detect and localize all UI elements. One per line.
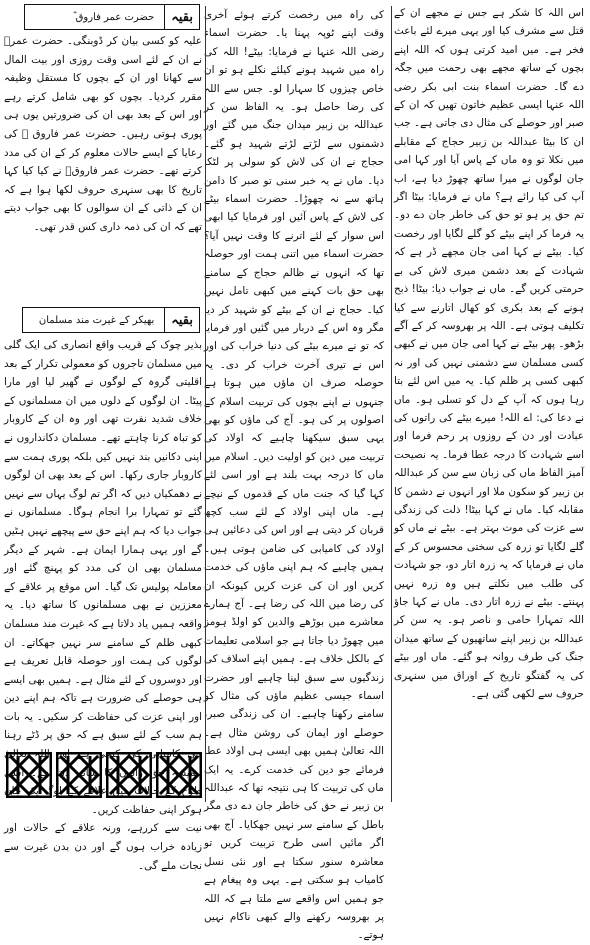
column-divider-left [205, 6, 206, 802]
continuation-title: بھیکر کے غیرت مند مسلمان [38, 314, 155, 326]
ornament-tile-icon [6, 752, 52, 798]
decorative-ornament [6, 752, 202, 798]
middle-column [204, 2, 384, 945]
continuation-box-umar [24, 4, 200, 30]
ornament-tile-icon [56, 752, 102, 798]
right-column [394, 0, 584, 703]
continuation-box-bhakkar [22, 307, 200, 333]
continuation-label: بقیہ [164, 308, 199, 332]
ornament-tile-icon [156, 752, 202, 798]
bhakkar-article-tail: نیت سے کررہے، ورنہ علاقے کے حالات اور زیادہ خراب ہوں گے اور دن بدن غیرت سے نجات ملے گی۔ [4, 822, 202, 872]
umar-article-text [4, 32, 202, 237]
continuation-label: بقیہ [164, 5, 199, 29]
ornament-tile-icon [106, 752, 152, 798]
continuation-title: حضرت عمر فاروق ؓ [73, 11, 155, 23]
umar-article-paragraph: علیہ کو کسی بیان کر ڈوبنگی۔ حضرت عمرؓ نے ان کے لئے اسی وقت روزی اور بیت المال سے کھانا اور ان کے بچوں کا مستقل وظیفہ مقرر کردیا۔ بچوں کو بھی شامل کرتے رہے اور اس کے بعد بھی ان کی ضرورتیں یوں ہی پوری ہوتی رہیں۔ حضرت عمر فاروق ؓ کی رعایا کے ایسے حالات معلوم کر کے ان کی مدد کرتے تھے۔ حضرت عمر فاروقؓ نے کیا کیا کہا تاریخ کا بھی سنہری حروف لکھا ہوا ہے کہ ان کے ذاتی کے ان سوالوں کا بھی جواب دیتے تھے کہ ان کی ذمہ داری کس قدر تھی۔ [4, 35, 202, 233]
column-divider-right [391, 6, 392, 802]
middle-column-text: کی راہ میں رخصت کرتے ہوئے آخری وقت اپنے ٹوپہ پہنا یا۔ حضرت اسماء رضی اللہ عنہا نے فرمایا: بیٹے! اللہ کی راہ میں شہید ہونے کیلئے نکلے ہو تو ان خاص چیزوں کا سہارا لو۔ جس سے اللہ کی رضا حاصل ہو۔ یہ الفاظ سن کر عبداللہ بن زبیر میدان جنگ میں گئے اور دشمنوں سے لڑتے لڑتے شہید ہو گئے۔ حجاج نے ان کی لاش کو سولی پر لٹکا دیا۔ ماں نے یہ خبر سنی تو صبر کا دامن ہاتھ سے نہ چھوڑا۔ حضرت اسماء بیٹے کی لاش کے پاس آئیں اور فرمایا کیا ابھی اس سوار کے لئے اترنے کا وقت نہیں آیا؟ حضرت اسماء میں اتنی ہمت اور حوصلہ تھا کہ انہوں نے ظالم حجاج کے سامنے بھی حق بات کہنے میں کبھی تامل نہیں کیا۔ حجاج نے ان کے بیٹے کو شہید کر دیا مگر وہ اس کے دربار میں گئیں اور فرمایا کہ تو نے میرے بیٹے کی دنیا خراب کی اور اس نے تیری آخرت خراب کر دی۔ یہ حوصلہ صرف ان ماؤں میں ہوتا ہے جنہوں نے اپنے بچوں کی تربیت اسلام کے اصولوں پر کی ہو۔ آج کی ماؤں کو بھی یہی سبق سیکھنا چاہیے کہ اولاد کی تربیت میں دین کو اولیت دیں۔ اسلام میں ماں کا درجہ بہت بلند ہے اور اسی لئے کہا گیا کہ جنت ماں کے قدموں کے نیچے ہے۔ ماں اپنی اولاد کے لئے سب کچھ قربان کر دیتی ہے اور اس کی دعائیں ہی اولاد کی کامیابی کی ضامن ہوتی ہیں۔ ہمیں چاہیے کہ ہم اپنی ماؤں کی خدمت کریں اور ان کی عزت کریں کیونکہ ان کی رضا میں اللہ کی رضا ہے۔ آج ہمارے معاشرے میں بوڑھے والدین کو اولڈ ہومز میں چھوڑ دیا جاتا ہے جو اسلامی تعلیمات کے بالکل خلاف ہے۔ ہمیں اپنے اسلاف کی زندگیوں سے سبق لینا چاہیے اور حضرت اسماء جیسی عظیم ماؤں کی مثال کو سامنے رکھنا چاہیے۔ ان کی زندگی صبر، حوصلے اور ایمان کی روشن مثال ہے۔ اللہ تعالیٰ ہمیں بھی ایسی ہی اولاد عطا فرمائے جو دین کی خدمت کرے۔ یہ ایک ماں کی تربیت کا ہی نتیجہ تھا کہ عبداللہ بن زبیر نے حق کی خاطر جان دے دی مگر باطل کے سامنے سر نہیں جھکایا۔ آج بھی اگر مائیں اسی طرح تربیت کریں تو معاشرہ سنور سکتا ہے اور نئی نسل کامیاب ہو سکتی ہے۔ یہی وہ پیغام ہے جو ہمیں اس واقعے سے ملتا ہے کہ اللہ پر بھروسہ رکھنے والے کبھی ناکام نہیں ہوتے۔ [204, 9, 384, 942]
bhakkar-article-paragraph: بذیر چوک کے قریب واقع انصاری کی ایک گلی میں مسلمان تاجروں کو معمولی تکرار کے بعد اقلیتی گروہ کے لوگوں نے گھیر لیا اور مارا پیٹا۔ ان لوگوں کے دلوں میں ان مسلمانوں کے خلاف شدید نفرت تھی اور وہ ان کے کاروبار کو تباہ کرنا چاہتے تھے۔ مسلمان دکانداروں نے اپنی دکانیں بند نہیں کیں بلکہ پوری ہمت سے کاروبار جاری رکھا۔ اس کے بعد بھی ان لوگوں نے دھمکیاں دیں کہ اگر تم لوگ یہاں سے نہیں گئے تو تمہارا برا انجام ہوگا۔ مسلمانوں نے جواب دیا کہ ہم اپنے حق سے پیچھے نہیں ہٹیں گے اور یہی ہمارا ایمان ہے۔ شہر کے دیگر مسلمان بھی ان کی مدد کو پہنچ گئے اور معاملہ پولیس تک گیا۔ اس موقع پر علاقے کے معززین نے بھی مسلمانوں کا ساتھ دیا۔ یہ واقعہ ہمیں یاد دلاتا ہے کہ غیرت مند مسلمان کبھی ظلم کے سامنے سر نہیں جھکاتے۔ ان لوگوں کی ہمت اور حوصلہ قابل تعریف ہے اور دوسروں کے لئے مثال ہے۔ ہمیں بھی ایسے ہی حوصلے کی ضرورت ہے تاکہ ہم اپنے دین اور اپنی عزت کی حفاظت کر سکیں۔ یہ بات ہم سب کے لئے سبق ہے کہ حق پر ڈٹے رہنا ہی کامیابی کی کنجی ہے اور اللہ تعالیٰ ہمیشہ حق والوں کا ساتھ دیتا ہے۔ اسی طرح کے حالات میں علاقے کے لوگ یک جان ہوکر اپنی حفاظت کریں۔ [4, 339, 202, 816]
right-column-text: اس اللہ کا شکر ہے جس نے مجھے ان کے قتل سے مشرف کیا اور یہی میرے لئے باعث فخر ہے۔ میں امید کرتی ہوں کہ اللہ اپنے بچوں کے ساتھ مجھے بھی رحمت میں جگہ دے گا۔ حضرت اسماء بنت ابی بکر رضی اللہ عنہا ایسی عظیم خاتون تھیں کہ ان کے صبر اور حوصلے کی مثال دی جاتی ہے۔ جب ان کا بیٹا عبداللہ بن زبیر حجاج کے مقابلے میں نکلا تو وہ ماں کے پاس آیا اور کہا امی جان لوگوں نے میرا ساتھ چھوڑ دیا ہے، اب آپ کی کیا رائے ہے؟ ماں نے فرمایا: بیٹا اگر تم حق پر ہو تو حق کی خاطر جان دے دو۔ یہ فرما کر اپنے بیٹے کو گلے لگایا اور رخصت کیا۔ بیٹے نے کہا امی جان مجھے ڈر ہے کہ شہادت کے بعد دشمن میری لاش کی بے حرمتی کریں گے۔ ماں نے جواب دیا: بیٹا! ذبح ہونے کے بعد بکری کو کھال اتارنے سے کیا تکلیف ہوتی ہے۔ اللہ پر بھروسہ کر کے آگے بڑھو۔ پھر بیٹے نے کہا امی جان میں نے کبھی کسی مسلمان سے دشمنی نہیں کی اور نہ کبھی کسی پر ظلم کیا۔ یہ میں اس لئے بتا رہا ہوں کہ آپ کے دل کو تسلی ہو۔ ماں نے دعا کی: اے اللہ! میرے بیٹے کی راتوں کی عبادت اور دن کے روزوں پر رحم فرما اور اسے شہادت کا درجہ عطا فرما۔ یہ نصیحت آمیز الفاظ ماں کی زبان سے سن کر عبداللہ بن زبیر کو سکون ملا اور انہوں نے دشمن کا مقابلہ کیا۔ ماں نے کہا بیٹا! ذلت کی زندگی سے عزت کی موت بہتر ہے۔ بیٹے نے ماں کو گلے لگایا تو زرہ کی سختی محسوس کر کے ماں نے فرمایا کہ یہ زرہ اتار دو، جو شہادت کی طلب میں نکلتے ہیں وہ زرہ نہیں پہنتے۔ بیٹے نے زرہ اتار دی۔ ماں نے کہا جاؤ اللہ تمہارا حامی و ناصر ہو۔ یہ سن کر عبداللہ بن زبیر اپنے ساتھیوں کے ساتھ میدان جنگ کی طرف روانہ ہو گئے۔ ماں اور بیٹے کی یہ گفتگو تاریخ کے اوراق میں سنہری حروف سے لکھی گئی ہے۔ [394, 7, 584, 701]
